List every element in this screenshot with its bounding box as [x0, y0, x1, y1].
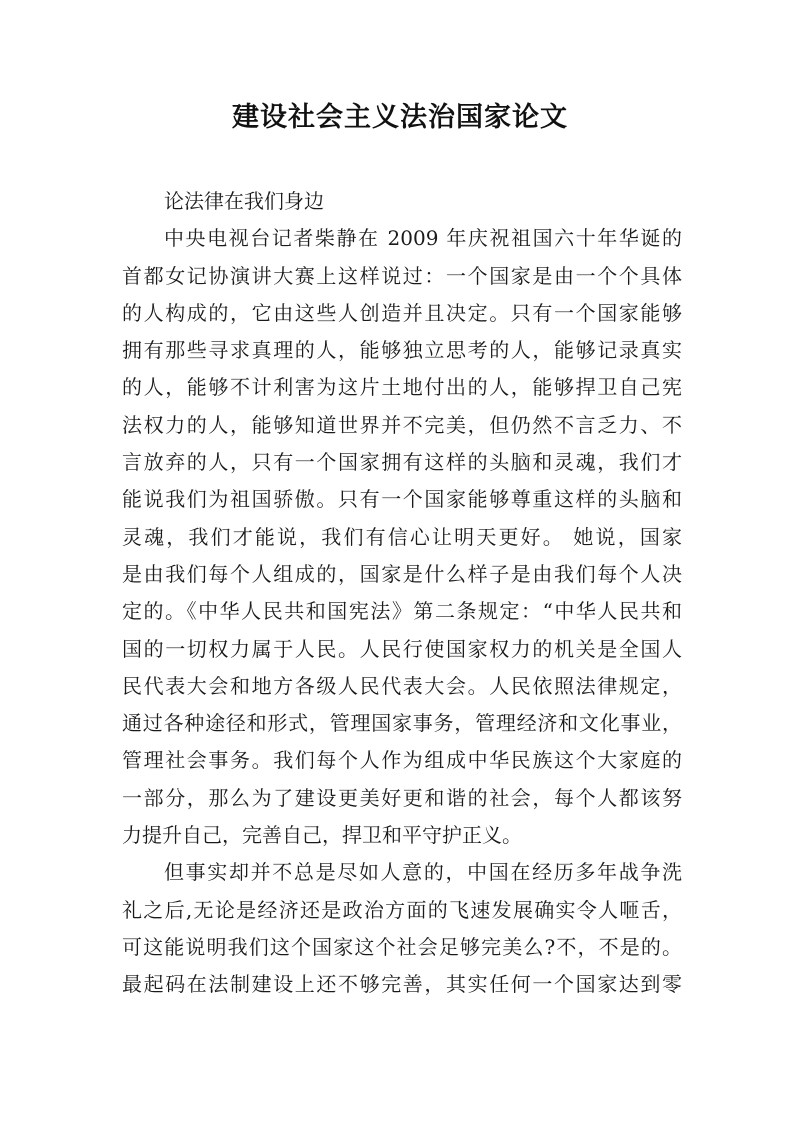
text-line: 通过各种途径和形式，管理国家事务，管理经济和文化事业，: [122, 711, 682, 736]
text-line: 力提升自己，完善自己，捍卫和平守护正义。: [122, 823, 522, 848]
text-line: 一部分，那么为了建设更美好更和谐的社会，每个人都该努: [122, 785, 682, 810]
text-line: 的人构成的，它由这些人创造并且决定。只有一个国家能够: [122, 300, 682, 325]
document-body: [122, 183, 682, 1004]
text-line: 定的。《中华人民共和国宪法》第二条规定：“中华人民共和: [122, 599, 682, 624]
text-line: 是由我们每个人组成的，国家是什么样子是由我们每个人决: [122, 561, 682, 586]
text-line: 国的一切权力属于人民。人民行使国家权力的机关是全国人: [122, 636, 682, 661]
text-line: 最起码在法制建设上还不够完善，其实任何一个国家达到零: [122, 972, 682, 997]
text-line: 管理社会事务。我们每个人作为组成中华民族这个大家庭的: [122, 748, 682, 773]
text-line: 的人，能够不计利害为这片土地付出的人，能够捍卫自己宪: [122, 375, 682, 400]
text-line: 民代表大会和地方各级人民代表大会。人民依照法律规定，: [122, 673, 682, 698]
text-line: 论法律在我们身边: [164, 189, 324, 213]
text-line: 言放弃的人，只有一个国家拥有这样的头脑和灵魂，我们才: [122, 450, 682, 475]
text-line: 灵魂，我们才能说，我们有信心让明天更好。 她说，国家: [122, 524, 682, 549]
text-line: 可这能说明我们这个国家这个社会足够完美么?不，不是的。: [122, 934, 682, 959]
text-line: 首都女记协演讲大赛上这样说过：一个国家是由一个个具体: [122, 263, 682, 288]
document-title: 建设社会主义法治国家论文: [232, 102, 568, 133]
text-line: 能说我们为祖国骄傲。只有一个国家能够尊重这样的头脑和: [122, 487, 682, 512]
text-line: 拥有那些寻求真理的人，能够独立思考的人，能够记录真实: [122, 338, 682, 363]
text-line: 中央电视台记者柴静在 2009 年庆祝祖国六十年华诞的: [164, 226, 682, 251]
text-line: 但事实却并不总是尽如人意的，中国在经历多年战争洗: [164, 860, 682, 885]
text-line: 法权力的人，能够知道世界并不完美，但仍然不言乏力、不: [122, 412, 682, 437]
text-line: 礼之后,无论是经济还是政治方面的飞速发展确实令人咂舌，: [122, 897, 682, 922]
